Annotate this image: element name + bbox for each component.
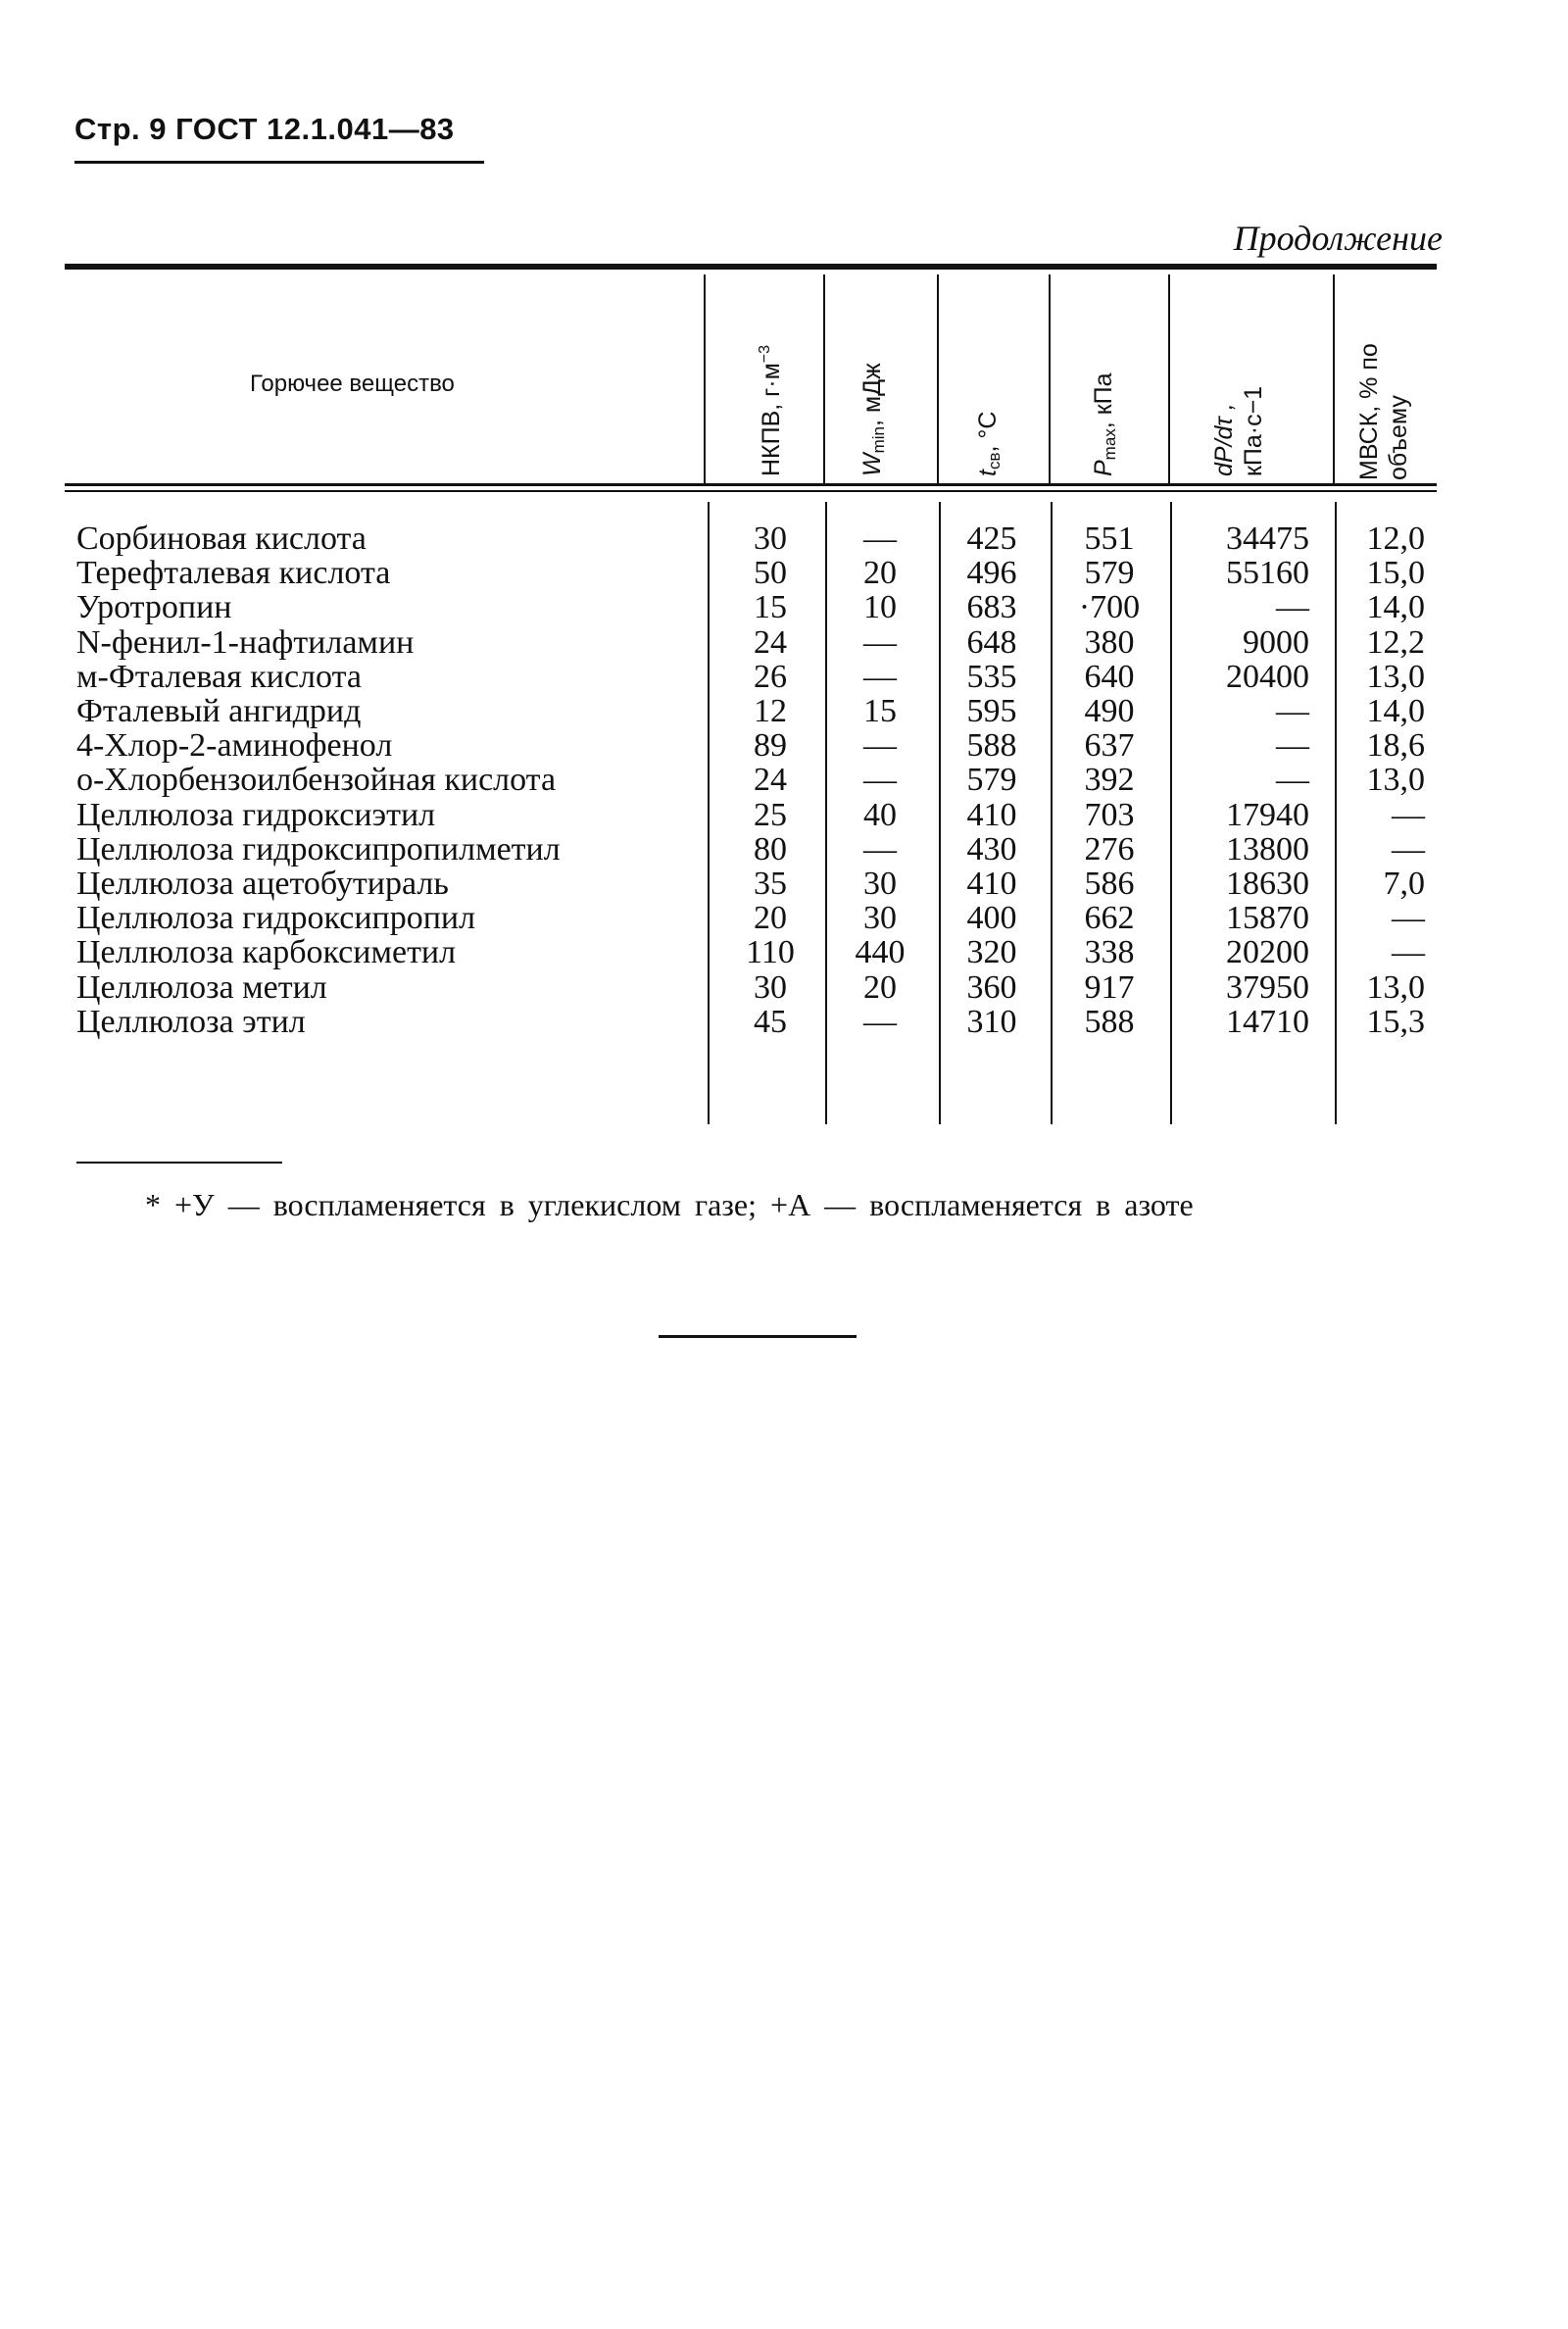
mvsk-value: 13,0 — [1366, 762, 1425, 799]
nkpv-value: 24 — [754, 762, 787, 799]
substance-name: Уротропин — [76, 589, 232, 626]
table-row — [0, 521, 1568, 557]
wmin-value: — — [863, 727, 897, 765]
nkpv-value: 24 — [754, 623, 787, 661]
dpdt-value: 37950 — [1226, 968, 1309, 1006]
wmin-column-header: $W_{min}$, мДж — [858, 363, 888, 476]
pmax-column-header: $P_{max}$, кПа — [1090, 372, 1119, 476]
table-row — [0, 970, 1568, 1006]
table-row — [0, 1005, 1568, 1040]
pmax-value: 637 — [1084, 727, 1135, 765]
table-row — [0, 590, 1568, 625]
wmin-value: 30 — [863, 900, 897, 937]
substance-name: Целлюлоза гидроксиэтил — [76, 796, 436, 833]
substance-name: Целлюлоза гидроксипропилметил — [76, 830, 561, 867]
pmax-value: 586 — [1084, 866, 1135, 902]
substance-name: Целлюлоза ацетобутираль — [76, 866, 449, 902]
nkpv-value: 20 — [754, 900, 787, 937]
dpdt-value: 9000 — [1243, 623, 1309, 661]
table-row — [0, 625, 1568, 661]
pmax-value: 640 — [1084, 658, 1135, 695]
footnote-rule — [76, 1162, 282, 1164]
dpdt-column-header: dP/dτ , кПа·с−1 — [1210, 385, 1267, 476]
table-row — [0, 867, 1568, 902]
wmin-value: 40 — [863, 796, 897, 833]
column-divider — [704, 274, 706, 483]
dpdt-value: 14710 — [1226, 1003, 1309, 1040]
substance-name: о-Хлорбензоилбензойная кислота — [76, 762, 557, 799]
mvsk-column-header: МВСК, % по объему — [1355, 343, 1412, 480]
nkpv-value: 89 — [754, 727, 787, 765]
tsv-value: 535 — [966, 658, 1017, 695]
table-row — [0, 935, 1568, 970]
tsv-column-header: $t_{св}$, °С — [974, 411, 1004, 476]
table-top-rule — [65, 264, 1437, 270]
nkpv-value: 26 — [754, 658, 787, 695]
nkpv-value: 30 — [754, 968, 787, 1006]
column-divider — [1168, 274, 1170, 483]
mvsk-value: — — [1392, 830, 1425, 867]
table-row — [0, 556, 1568, 591]
nkpv-value: 12 — [754, 693, 787, 729]
pmax-value: ·700 — [1078, 589, 1141, 626]
mvsk-value: 15,3 — [1366, 1003, 1425, 1040]
column-divider — [1049, 274, 1051, 483]
dpdt-value: — — [1276, 589, 1309, 626]
nkpv-value: 45 — [754, 1003, 787, 1040]
tsv-value: 410 — [966, 796, 1017, 833]
page-header: Стр. 9 ГОСТ 12.1.041—83 — [74, 112, 455, 146]
mvsk-value: 14,0 — [1366, 693, 1425, 729]
pmax-value: 703 — [1084, 796, 1135, 833]
tsv-value: 430 — [966, 830, 1017, 867]
tsv-value: 579 — [966, 762, 1017, 799]
tsv-value: 400 — [966, 900, 1017, 937]
nkpv-value: 50 — [754, 555, 787, 592]
dpdt-value: — — [1276, 762, 1309, 799]
mvsk-value: 12,0 — [1366, 520, 1425, 557]
dpdt-value: 55160 — [1226, 555, 1309, 592]
header-bottom-rule-2 — [65, 490, 1437, 492]
wmin-value: 15 — [863, 693, 897, 729]
pmax-value: 579 — [1084, 555, 1135, 592]
tsv-value: 648 — [966, 623, 1017, 661]
table-row — [0, 728, 1568, 764]
dpdt-value: 34475 — [1226, 520, 1309, 557]
table-row — [0, 694, 1568, 729]
pmax-value: 588 — [1084, 1003, 1135, 1040]
table-row — [0, 901, 1568, 936]
tsv-value: 410 — [966, 866, 1017, 902]
nkpv-column-header: НКПВ, $г\cdot м^{-3}$ — [757, 344, 785, 476]
tsv-value: 496 — [966, 555, 1017, 592]
pmax-value: 490 — [1084, 693, 1135, 729]
header-bottom-rule — [65, 483, 1437, 486]
dpdt-value: 13800 — [1226, 830, 1309, 867]
substance-name: Сорбиновая кислота — [76, 520, 367, 557]
substance-name: Целлюлоза гидроксипропил — [76, 900, 476, 937]
substance-name: Целлюлоза карбоксиметил — [76, 934, 457, 971]
substance-name: Целлюлоза метил — [76, 968, 327, 1006]
wmin-value: — — [863, 830, 897, 867]
mvsk-value: 15,0 — [1366, 555, 1425, 592]
tsv-value: 360 — [966, 968, 1017, 1006]
table-row — [0, 832, 1568, 867]
continuation-label: Продолжение — [1233, 219, 1443, 258]
nkpv-value: 25 — [754, 796, 787, 833]
column-divider — [1333, 274, 1335, 483]
pmax-value: 551 — [1084, 520, 1135, 557]
substance-name: м-Фталевая кислота — [76, 658, 362, 695]
table-row — [0, 660, 1568, 695]
tsv-value: 425 — [966, 520, 1017, 557]
end-rule — [659, 1335, 857, 1338]
nkpv-value: 15 — [754, 589, 787, 626]
substance-name: 4-Хлор-2-аминофенол — [76, 727, 393, 765]
dpdt-value: 20200 — [1226, 934, 1309, 971]
nkpv-value: 80 — [754, 830, 787, 867]
mvsk-value: 7,0 — [1383, 866, 1425, 902]
mvsk-value: 12,2 — [1366, 623, 1425, 661]
wmin-value: — — [863, 520, 897, 557]
nkpv-value: 30 — [754, 520, 787, 557]
tsv-value: 310 — [966, 1003, 1017, 1040]
dpdt-value: — — [1276, 693, 1309, 729]
tsv-value: 595 — [966, 693, 1017, 729]
column-divider — [937, 274, 939, 483]
mvsk-value: — — [1392, 934, 1425, 971]
tsv-value: 683 — [966, 589, 1017, 626]
dpdt-value: — — [1276, 727, 1309, 765]
dpdt-value: 15870 — [1226, 900, 1309, 937]
mvsk-value: — — [1392, 796, 1425, 833]
substance-name: Терефталевая кислота — [76, 555, 391, 592]
dpdt-value: 18630 — [1226, 866, 1309, 902]
wmin-value: — — [863, 658, 897, 695]
pmax-value: 662 — [1084, 900, 1135, 937]
wmin-value: 20 — [863, 555, 897, 592]
pmax-value: 917 — [1084, 968, 1135, 1006]
dpdt-value: 20400 — [1226, 658, 1309, 695]
table-row — [0, 763, 1568, 798]
pmax-value: 392 — [1084, 762, 1135, 799]
dpdt-value: 17940 — [1226, 796, 1309, 833]
substance-name: Фталевый ангидрид — [76, 693, 362, 729]
mvsk-value: 13,0 — [1366, 658, 1425, 695]
substance-column-header: Горючее вещество — [250, 371, 455, 397]
wmin-value: 10 — [863, 589, 897, 626]
wmin-value: — — [863, 623, 897, 661]
mvsk-value: 14,0 — [1366, 589, 1425, 626]
wmin-value: 30 — [863, 866, 897, 902]
nkpv-value: 110 — [746, 934, 795, 971]
wmin-value: 440 — [855, 934, 906, 971]
substance-name: Целлюлоза этил — [76, 1003, 306, 1040]
nkpv-value: 35 — [754, 866, 787, 902]
wmin-value: — — [863, 1003, 897, 1040]
header-underline — [74, 161, 484, 164]
pmax-value: 380 — [1084, 623, 1135, 661]
tsv-value: 588 — [966, 727, 1017, 765]
footnote: * +У — воспламеняется в углекислом газе; +А — воспламеняется в азоте — [145, 1187, 1194, 1222]
wmin-value: — — [863, 762, 897, 799]
pmax-value: 276 — [1084, 830, 1135, 867]
wmin-value: 20 — [863, 968, 897, 1006]
tsv-value: 320 — [966, 934, 1017, 971]
mvsk-value: 13,0 — [1366, 968, 1425, 1006]
mvsk-value: 18,6 — [1366, 727, 1425, 765]
table-row — [0, 798, 1568, 833]
mvsk-value: — — [1392, 900, 1425, 937]
substance-name: N-фенил-1-нафтиламин — [76, 623, 415, 661]
column-divider — [823, 274, 825, 483]
pmax-value: 338 — [1084, 934, 1135, 971]
